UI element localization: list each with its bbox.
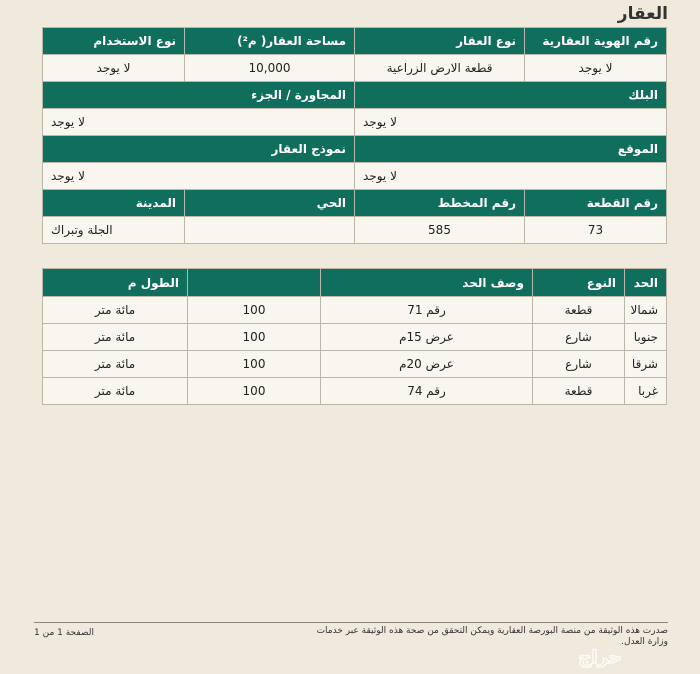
property-type-value: قطعة الارض الزراعية — [355, 55, 525, 82]
district-header: الحي — [185, 190, 355, 217]
boundary-type: شارع — [533, 351, 625, 378]
boundary-type: قطعة — [533, 297, 625, 324]
property-area-header: مساحة العقار( م²) — [185, 28, 355, 55]
property-header-row-2 — [43, 82, 667, 109]
usage-type-value: لا يوجد — [43, 55, 185, 82]
plot-number-value: 73 — [525, 217, 667, 244]
property-value-row-2 — [43, 109, 667, 136]
neighborhood-part-header: المجاورة / الجزء — [43, 82, 355, 109]
boundary-side: جنوبا — [625, 324, 667, 351]
block-value: لا يوجد — [355, 109, 667, 136]
table-row — [43, 378, 667, 405]
property-value-row-3 — [43, 163, 667, 190]
district-value — [185, 217, 355, 244]
boundary-type: قطعة — [533, 378, 625, 405]
watermark-logo — [555, 646, 645, 668]
boundary-side: غربا — [625, 378, 667, 405]
boundary-type: شارع — [533, 324, 625, 351]
property-header-row-3 — [43, 136, 667, 163]
table-row — [43, 324, 667, 351]
boundary-description: رقم 74 — [321, 378, 533, 405]
boundary-length-number: 100 — [188, 297, 321, 324]
boundary-length-number: 100 — [188, 324, 321, 351]
city-value: الجلة وتبراك — [43, 217, 185, 244]
page-number: الصفحة 1 من 1 — [34, 628, 94, 638]
property-type-header: نوع العقار — [355, 28, 525, 55]
property-id-header: رقم الهوية العقارية — [525, 28, 667, 55]
table-row — [43, 351, 667, 378]
property-value-row-4 — [43, 217, 667, 244]
city-header: المدينة — [43, 190, 185, 217]
boundary-length-number-header — [188, 269, 321, 297]
boundary-length-text: مائة متر — [43, 324, 188, 351]
watermark-text: حراج — [578, 647, 622, 668]
boundary-side: شمالا — [625, 297, 667, 324]
usage-type-header: نوع الاستخدام — [43, 28, 185, 55]
plan-number-header: رقم المخطط — [355, 190, 525, 217]
property-header-row-4 — [43, 190, 667, 217]
property-id-value: لا يوجد — [525, 55, 667, 82]
property-model-value: لا يوجد — [43, 163, 355, 190]
boundary-description-header: وصف الحد — [321, 269, 533, 297]
boundary-description: عرض 20م — [321, 351, 533, 378]
boundaries-table — [42, 268, 667, 405]
location-header: الموقع — [355, 136, 667, 163]
footer-divider — [34, 622, 668, 623]
boundary-side-header: الحد — [625, 269, 667, 297]
footer-note: صدرت هذه الوثيقة من منصة البورصة العقارية ويمكن التحقق من صحة هذه الوثيقة عبر خدمات وزارة العدل. — [316, 626, 668, 647]
location-value: لا يوجد — [355, 163, 667, 190]
boundary-length-number: 100 — [188, 351, 321, 378]
property-value-row-1 — [43, 55, 667, 82]
section-title: العقار — [617, 4, 668, 24]
boundary-side: شرقا — [625, 351, 667, 378]
block-header: البلك — [355, 82, 667, 109]
property-area-value: 10,000 — [185, 55, 355, 82]
property-table — [42, 27, 667, 244]
boundary-description: رقم 71 — [321, 297, 533, 324]
plan-number-value: 585 — [355, 217, 525, 244]
plot-number-header: رقم القطعة — [525, 190, 667, 217]
boundary-length-number: 100 — [188, 378, 321, 405]
boundary-length-text: مائة متر — [43, 351, 188, 378]
table-row — [43, 297, 667, 324]
boundary-type-header: النوع — [533, 269, 625, 297]
property-header-row-1 — [43, 28, 667, 55]
boundary-length-header: الطول م — [43, 269, 188, 297]
property-model-header: نموذج العقار — [43, 136, 355, 163]
boundaries-header-row — [43, 269, 667, 297]
boundary-length-text: مائة متر — [43, 297, 188, 324]
neighborhood-part-value: لا يوجد — [43, 109, 355, 136]
boundary-description: عرض 15م — [321, 324, 533, 351]
boundary-length-text: مائة متر — [43, 378, 188, 405]
